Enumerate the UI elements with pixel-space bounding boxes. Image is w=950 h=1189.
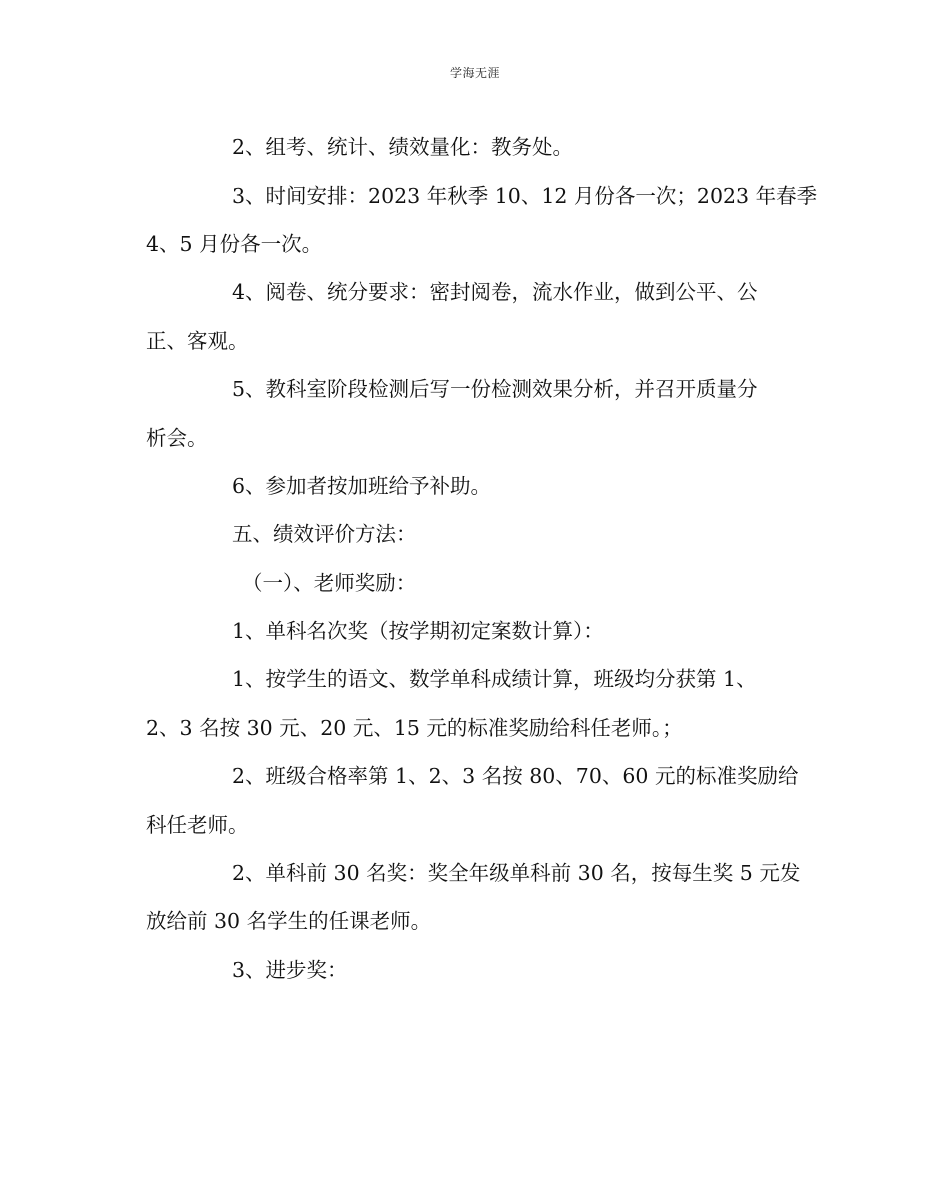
page-header: 学海无涯 — [449, 66, 500, 80]
paragraph-line: 2、3 名按 30 元、20 元、15 元的标准奖励给科任老师。； — [146, 716, 683, 740]
paragraph-line: 4、阅卷、统分要求：密封阅卷，流水作业，做到公平、公 — [232, 280, 758, 304]
paragraph-line: 2、组考、统计、绩效量化：教务处。 — [232, 135, 574, 159]
paragraph-line: 4、5 月份各一次。 — [146, 232, 323, 256]
paragraph-line: 3、进步奖： — [232, 958, 348, 982]
paragraph-line: 正、客观。 — [146, 329, 249, 353]
paragraph-line: 放给前 30 名学生的任课老师。 — [146, 909, 432, 933]
paragraph-line: 3、时间安排：2023 年秋季 10、12 月份各一次；2023 年春季 — [232, 184, 818, 208]
paragraph-line: 科任老师。 — [146, 813, 249, 837]
paragraph-line: 5、教科室阶段检测后写一份检测效果分析，并召开质量分 — [232, 377, 758, 401]
paragraph-line: 2、班级合格率第 1、2、3 名按 80、70、60 元的标准奖励给 — [232, 764, 799, 788]
section-heading: 五、绩效评价方法： — [232, 522, 417, 546]
paragraph-line: 析会。 — [146, 426, 208, 450]
paragraph-line: 6、参加者按加班给予补助。 — [232, 474, 492, 498]
paragraph-line: 2、单科前 30 名奖：奖全年级单科前 30 名，按每生奖 5 元发 — [232, 861, 801, 885]
subsection-heading: （一）、老师奖励： — [242, 571, 417, 595]
paragraph-line: 1、按学生的语文、数学单科成绩计算，班级均分获第 1、 — [232, 667, 757, 691]
paragraph-line: 1、单科名次奖（按学期初定案数计算）： — [232, 619, 604, 643]
